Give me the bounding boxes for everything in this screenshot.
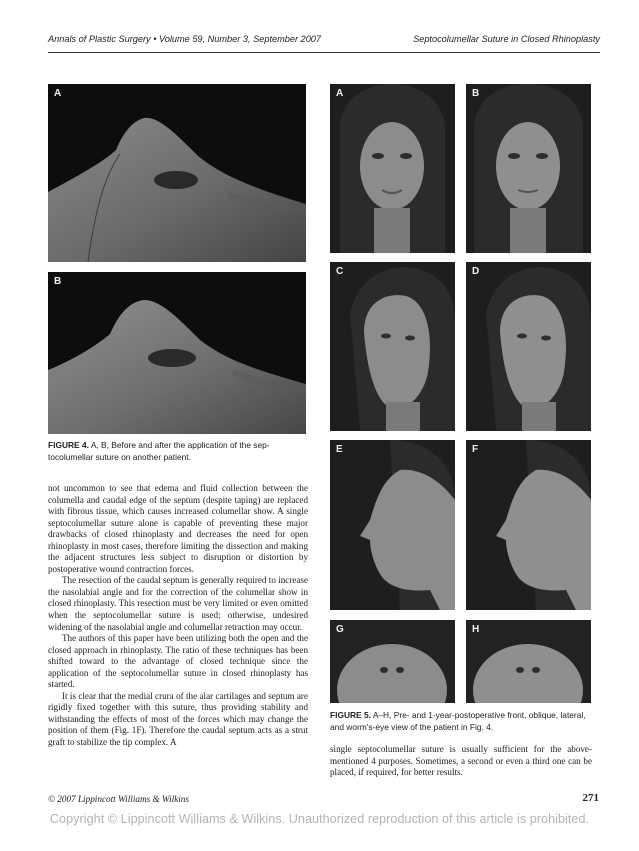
figure5-panel-e	[330, 440, 455, 610]
lateral-face-photo	[330, 440, 455, 610]
panel-label-c: C	[336, 266, 344, 277]
figure5-panel-h	[466, 620, 591, 703]
panel-label-b: B	[472, 88, 480, 99]
figure5-caption-text: A–H, Pre- and 1-year-postoperative front, oblique, lateral, and worm's-eye view of the patient in Fig. 4.	[330, 710, 586, 732]
header-rule	[48, 52, 600, 53]
panel-label-h: H	[472, 624, 480, 635]
figure5-panel-d	[466, 262, 591, 431]
article-short-title: Septocolumellar Suture in Closed Rhinoplasty	[413, 34, 600, 44]
running-head	[48, 34, 600, 48]
figure5-caption-label: FIGURE 5.	[330, 710, 371, 720]
panel-label-a: A	[54, 88, 62, 99]
paragraph: single septocolumellar suture is usually sufficient for the above-mentioned 4 purposes. Sometimes, a second or even a third one can be placed, if required, for better results.	[330, 744, 592, 778]
paragraph: The resection of the caudal septum is generally required to increase the nasolabial angle and for the correction of the columellar show in closed rhinoplasty. This resection must be very limited or even omitted when the septocolumellar suture is used; otherwise, undesired widening of the nasolabial angle and columellar retraction may occur.	[48, 575, 308, 632]
publisher-footer: © 2007 Lippincott Williams & Wilkins	[48, 794, 189, 804]
figure5-panel-b	[466, 84, 591, 253]
figure5-panel-f	[466, 440, 591, 610]
oblique-face-photo	[466, 262, 591, 431]
right-column-text	[330, 744, 592, 779]
panel-label-a: A	[336, 88, 344, 99]
left-column-text	[48, 483, 308, 749]
page-number: 271	[582, 792, 599, 804]
profile-photo-illustration	[48, 272, 306, 434]
figure4-panel-a	[48, 84, 306, 262]
figure5-panel-a	[330, 84, 455, 253]
journal-citation: Annals of Plastic Surgery • Volume 59, Number 3, September 2007	[48, 34, 322, 44]
worms-eye-face-photo	[466, 620, 591, 703]
paragraph: The authors of this paper have been utilizing both the open and the closed approach in rhinoplasty. The ratio of these techniques has been shifted toward to the advantage of closed technique since the application of the septocolumellar suture in closed rhinoplasty has started.	[48, 633, 308, 690]
figure5-panel-g	[330, 620, 455, 703]
front-face-photo	[466, 84, 591, 253]
oblique-face-photo	[330, 262, 455, 431]
figure4-caption	[48, 440, 306, 463]
panel-label-f: F	[472, 444, 479, 455]
lateral-face-photo	[466, 440, 591, 610]
paragraph: It is clear that the medial crura of the alar cartilages and septum are rigidly fixed together with this suture, thus providing stability and withstanding the effects of most of the forces which may change the position of them (Fig. 1F). Therefore the caudal septum acts as a strut graft to stabilize the tip complex. A	[48, 690, 308, 748]
paragraph: not uncommon to see that edema and fluid collection between the columella and caudal edge of the septum (despite taping) are replaced with fibrous tissue, which causes increased columellar show. A single septocolumellar suture alone is capable of preventing these major drawbacks of closed rhinoplasty and decreases the need for open rhinoplasty in most cases, therefore limiting the dissection and making the adjacent structures less subject to disruption or distortion by postoperative wound contraction forces.	[48, 483, 308, 574]
front-face-photo	[330, 84, 455, 253]
panel-label-e: E	[336, 444, 343, 455]
figure4-panel-b	[48, 272, 306, 434]
worms-eye-face-photo	[330, 620, 455, 703]
panel-label-b: B	[54, 276, 62, 287]
figure5-panel-c	[330, 262, 455, 431]
panel-label-d: D	[472, 266, 480, 277]
figure4-caption-text: A, B, Before and after the application of the sep-tocolumellar suture on another patient.	[48, 440, 270, 462]
panel-label-g: G	[336, 624, 344, 635]
figure4-caption-label: FIGURE 4.	[48, 440, 89, 450]
profile-photo-illustration	[48, 84, 306, 262]
copyright-notice: Copyright © Lippincott Williams & Wilkins. Unauthorized reproduction of this article is prohibited.	[49, 812, 590, 826]
figure5-caption	[330, 710, 592, 733]
